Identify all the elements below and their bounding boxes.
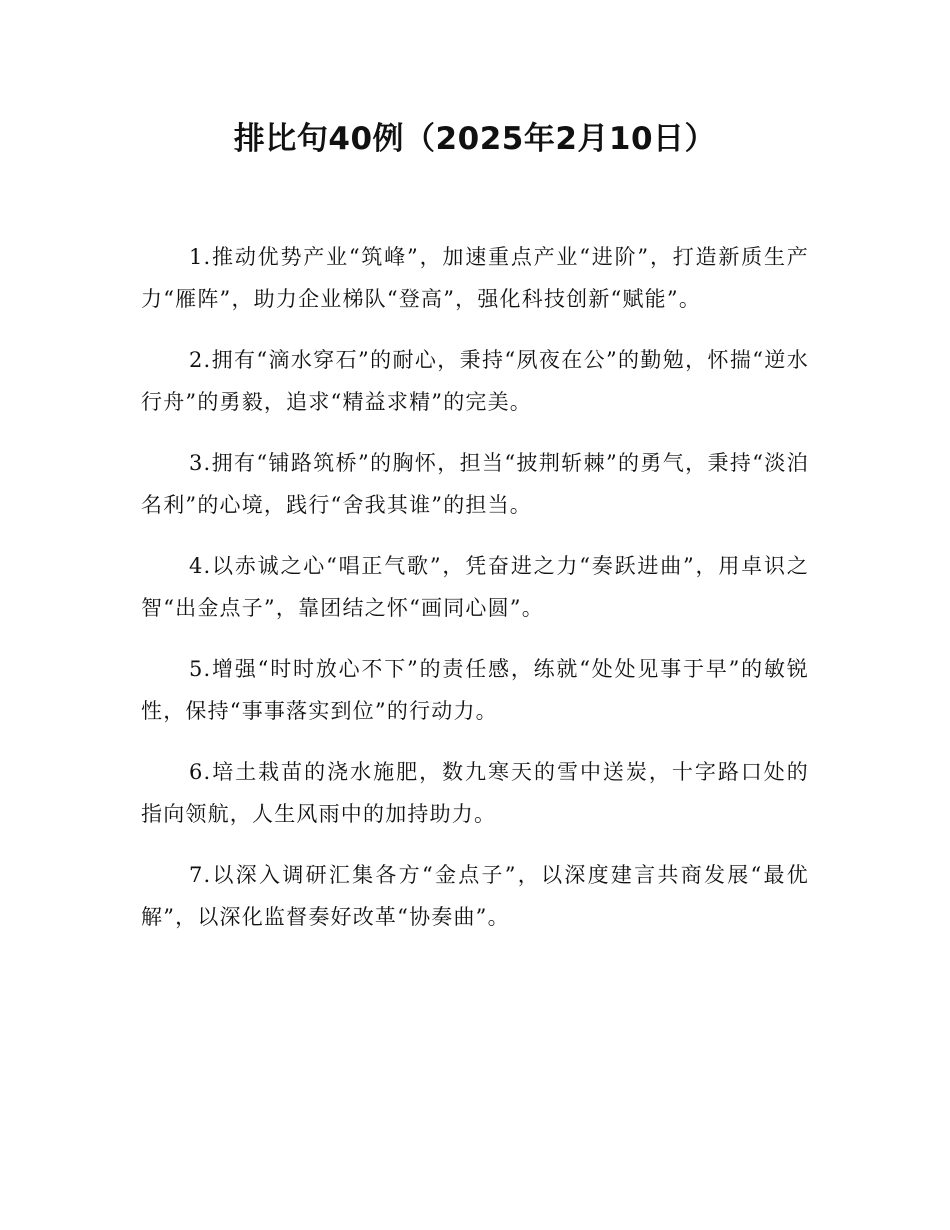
list-item: 3.拥有“铺路筑桥”的胸怀，担当“披荆斩棘”的勇气，秉持“淡泊名利”的心境，践行“舍我其谁”的担当。 bbox=[141, 451, 809, 517]
list-item: 5.增强“时时放心不下”的责任感，练就“处处见事于早”的敏锐性，保持“事事落实到位”的行动力。 bbox=[141, 657, 809, 723]
document-title: 排比句40例（2025年2月10日） bbox=[233, 121, 717, 157]
list-item: 1.推动优势产业“筑峰”，加速重点产业“进阶”，打造新质生产力“雁阵”，助力企业梯队“登高”，强化科技创新“赋能”。 bbox=[141, 245, 809, 311]
list-item: 4.以赤诚之心“唱正气歌”，凭奋进之力“奏跃进曲”，用卓识之智“出金点子”，靠团结之怀“画同心圆”。 bbox=[141, 554, 809, 620]
sentence-list bbox=[141, 236, 809, 957]
list-item: 2.拥有“滴水穿石”的耐心，秉持“夙夜在公”的勤勉，怀揣“逆水行舟”的勇毅，追求“精益求精”的完美。 bbox=[141, 348, 809, 414]
list-item: 7.以深入调研汇集各方“金点子”，以深度建言共商发展“最优解”，以深化监督奏好改革“协奏曲”。 bbox=[141, 863, 809, 929]
list-item: 6.培土栽苗的浇水施肥，数九寒天的雪中送炭，十字路口处的指向领航，人生风雨中的加持助力。 bbox=[141, 760, 809, 826]
